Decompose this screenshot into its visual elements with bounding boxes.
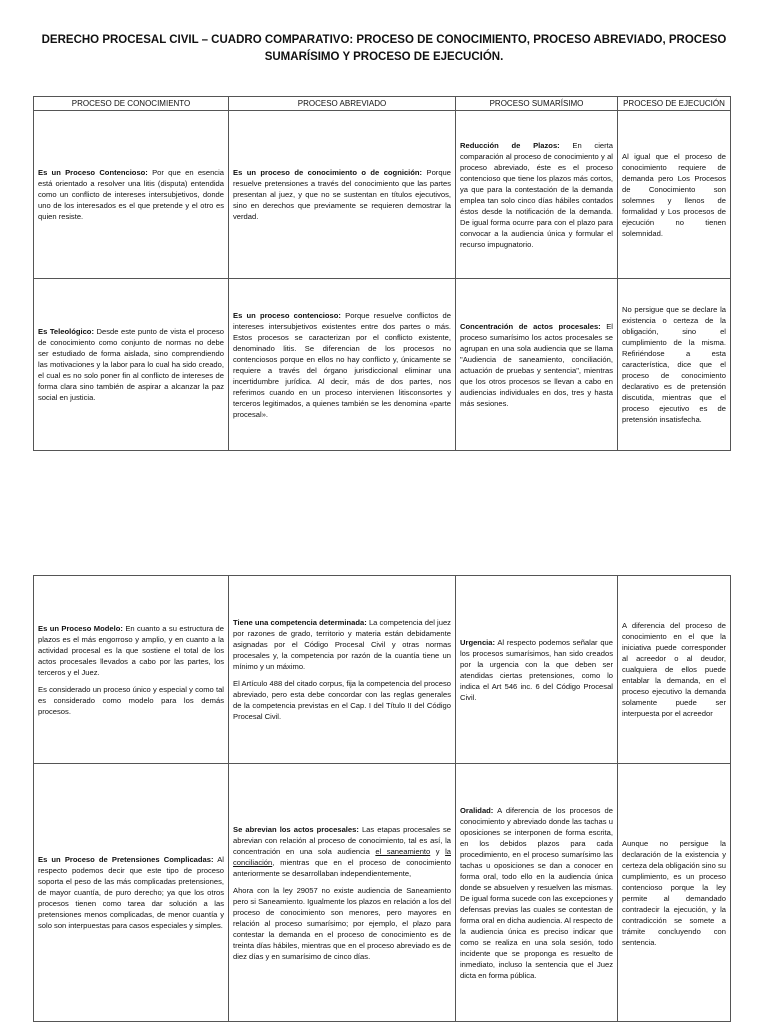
table-row bbox=[34, 576, 731, 764]
header-conocimiento: PROCESO DE CONOCIMIENTO bbox=[34, 97, 229, 111]
cell-lead: Reducción de Plazos: bbox=[460, 140, 560, 150]
cell-conocimiento bbox=[34, 111, 229, 279]
cell-ejecucion bbox=[618, 111, 731, 279]
cell-conocimiento bbox=[34, 279, 229, 451]
cell-lead: Urgencia: bbox=[460, 637, 496, 647]
header-abreviado: PROCESO ABREVIADO bbox=[229, 97, 456, 111]
cell-text: Al igual que el proceso de conocimiento requiere de demanda pero Los Procesos de Conocimiento son solemnes y llenos de formalidad y Los procesos de ejecución no tienen solemnidad. bbox=[622, 151, 726, 238]
cell-paragraph bbox=[38, 623, 224, 678]
cell-lead: Tiene una competencia determinada: bbox=[233, 618, 367, 627]
cell-text: Las etapas procesales se abrevian con relación al proceso de conocimiento, tal es así, la concentración en una sola audiencia bbox=[233, 824, 451, 856]
table-row bbox=[34, 764, 731, 1022]
cell-sumarisimo bbox=[456, 576, 618, 764]
cell-sumarisimo bbox=[456, 764, 618, 1022]
cell-lead: Es un proceso de conocimiento o de cognición: bbox=[233, 168, 423, 177]
cell-text: Al respecto podemos señalar que los procesos sumarísimos, han sido creados por la urgencia con la que deben ser atendidas ciertas pretensiones, como lo indica el Art 546 inc. 6 del Código Procesal Civil. bbox=[460, 637, 613, 702]
cell-abreviado bbox=[229, 111, 456, 279]
cell-lead: Oralidad: bbox=[460, 805, 494, 815]
cell-paragraph: El Artículo 488 del citado corpus, fija la competencia del proceso abreviado, pero esta debe concordar con las reglas generales de la competencia previstas en el Cap. I del Título II del Código Procesal Civil. bbox=[233, 679, 451, 721]
cell-paragraph: Es considerado un proceso único y especial y como tal es considerado como modelo para los demás procesos. bbox=[38, 684, 224, 716]
cell-lead: Concentración de actos procesales: bbox=[460, 321, 601, 331]
cell-abreviado bbox=[229, 764, 456, 1022]
cell-lead: Es un Proceso de Pretensiones Complicadas: bbox=[38, 855, 214, 864]
cell-abreviado bbox=[229, 576, 456, 764]
cell-sumarisimo bbox=[456, 111, 618, 279]
cell-lead: Es un Proceso Contencioso: bbox=[38, 168, 148, 177]
cell-lead: Es Teleológico: bbox=[38, 327, 94, 336]
cell-lead: Se abrevian los actos procesales: bbox=[233, 824, 359, 834]
cell-text: En cierta comparación al proceso de conocimiento y al proceso abreviado, éste es el proceso contencioso que tiene los plazos más cortos, ya que para la contestación de la demanda emplea tan solo cinco días hábiles contados éstos desde la notificación de la demanda. De igual forma ocurre para con el plazo para convocar a la audiencia única y formular el recurso impugnatorio. bbox=[460, 140, 613, 249]
cell-text: Porque resuelve pretensiones a través del conocimiento que las partes presentan al juez, y que no se sustentan en títulos ejecutivos, sino en derechos que previamente se requieren demostrar la verdad. bbox=[233, 168, 451, 221]
header-row bbox=[34, 97, 731, 111]
cell-text: Al respecto podemos decir que este tipo de proceso soporta el peso de las más complicadas pretensiones, de mayor cuantía, de puro derecho; ya que los otros procesos tienen como tarea dar solución a las pretensiones menos complicadas, de menor cuantía y solo son interpuestas para casos especiales y simples. bbox=[38, 855, 224, 930]
cell-conocimiento bbox=[34, 576, 229, 764]
cell-paragraph bbox=[233, 617, 451, 672]
cell-paragraph bbox=[233, 824, 451, 879]
cell-lead: Es un proceso contencioso: bbox=[233, 310, 341, 320]
underlined-term: la conciliación bbox=[233, 846, 451, 867]
cell-ejecucion bbox=[618, 576, 731, 764]
cell-abreviado bbox=[229, 279, 456, 451]
cell-sumarisimo bbox=[456, 279, 618, 451]
cell-text: A diferencia de los procesos de conocimiento y abreviado donde las tachas u oposiciones se interponen de forma escrita, en los debidos plazos para cada procedimiento, en el proceso sumarísimo las tachas u oposiciones se dan a conocer en forma oral, todo ello en la audiencia única donde se absuelven y resuelven las mismas. De igual forma sucede con las excepciones y defensas previas las cuales se contestan de forma oral en dicha audiencia. Al respecto de la audiencia única es preciso indicar que como se realiza en una sola sesión, todo incidente que se proponga es resuelto de inmediato, incluso la sentencia que el Juez dicta en forma pública. bbox=[460, 805, 613, 980]
cell-paragraph: Ahora con la ley 29057 no existe audiencia de Saneamiento pero si Saneamiento. Igualmente los plazos en relación a los del proceso de conocimiento son menores, pero mayores en relación al proceso sumarísimo; por ejemplo, el plazo para contestar la demanda en el proceso de conocimiento es de treinta días hábiles, mientras que en el proceso abreviado es de diez días y en sumarísimo de cinco días. bbox=[233, 885, 451, 961]
cell-text: y bbox=[430, 846, 446, 856]
cell-text: Aunque no persigue la declaración de la existencia y certeza dela obligación sino su cumplimiento, es un proceso contencioso porque la ley permite al demandado contradecir la ejecución, y la contradicción se somete a trámite concluyendo con sentencia. bbox=[622, 838, 726, 947]
header-sumarisimo: PROCESO SUMARÍSIMO bbox=[456, 97, 618, 111]
table-row bbox=[34, 279, 731, 451]
document-title: DERECHO PROCESAL CIVIL – CUADRO COMPARATIVO: PROCESO DE CONOCIMIENTO, PROCESO ABREVIADO, PROCESO SUMARÍSIMO Y PROCESO DE EJECUCIÓN. bbox=[41, 34, 727, 63]
cell-text: El proceso sumarísimo los actos procesales se agrupan en una sola audiencia que se llama "Audiencia de saneamiento, conciliación, actuación de pruebas y sentencia", mientras que los otros procesos se llevan a cabo en audiencias individuales en dos, tres y hasta más sesiones. bbox=[460, 321, 613, 408]
cell-text: A diferencia del proceso de conocimiento en el que la iniciativa puede corresponder al acreedor o al deudor, cualquiera de ellos puede entablar la demanda, en el proceso ejecutivo la demanda solamente puede ser interpuesta por el acreedor bbox=[622, 621, 726, 718]
underlined-term: el saneamiento bbox=[375, 846, 431, 856]
cell-lead: Es un Proceso Modelo: bbox=[38, 623, 123, 633]
cell-text: , mientras que en el proceso de conocimiento anteriormente se desarrollaban independientemente, bbox=[233, 857, 451, 878]
cell-text: La competencia del juez por razones de grado, territorio y materia están debidamente asignadas por el Código Procesal Civil y otras normas procesales y, la competencia por razón de la cuantía tiene un mínimo y un máximo. bbox=[233, 618, 451, 671]
header-ejecucion: PROCESO DE EJECUCIÓN bbox=[618, 97, 731, 111]
comparison-table-bottom bbox=[33, 575, 731, 1022]
cell-ejecucion bbox=[618, 764, 731, 1022]
table-row bbox=[34, 111, 731, 279]
cell-text: No persigue que se declare la existencia o certeza de la obligación, sino el cumplimiento de la misma. Refiriéndose a esta característica, dice que el proceso de conocimiento declarativo es de pretensión discutida, mientras que el proceso ejecutivo es de pretensión insatisfecha. bbox=[622, 305, 726, 424]
cell-ejecucion bbox=[618, 279, 731, 451]
cell-text: Desde este punto de vista el proceso de conocimiento como conjunto de normas no debe ser estudiado de forma aislada, sino comprendiendo las motivaciones y la labor para lo cual ha sido creado, el cual es no solo poner fin al conflicto de intereses de forma clara sino también de aspirar a alcanzar la paz social en justicia. bbox=[38, 327, 224, 402]
cell-conocimiento bbox=[34, 764, 229, 1022]
cell-text: Porque resuelve conflictos de intereses intersubjetivos existentes entre dos partes o más. Estos procesos se caracterizan por el conflicto existente, denominado litis. Se diferencian de los procesos no contenciosos porque en ellos no hay conflicto y, únicamente se requiere a través del órgano jurisdiccional eliminar una incertidumbre jurídica. Al decir, más de dos partes, nos referimos cuando en un proceso intervienen litisconsortes y terceros legitimados, a quienes también se les denomina «parte procesal». bbox=[233, 310, 451, 419]
comparison-table-top bbox=[33, 96, 731, 451]
cell-text: En cuanto a su estructura de plazos es el más engorroso y amplio, y en cuanto a la actividad procesal es la que sostiene el total de los actos procesales llevados a cabo por las partes, los terceros y el Juez. bbox=[38, 623, 225, 677]
cell-text: Por que en esencia está orientado a resolver una litis (disputa) entendida como un conflicto de intereses intersubjetivos, donde uno de los interesados es el que pretende y el otro es quien resiste. bbox=[38, 168, 224, 221]
